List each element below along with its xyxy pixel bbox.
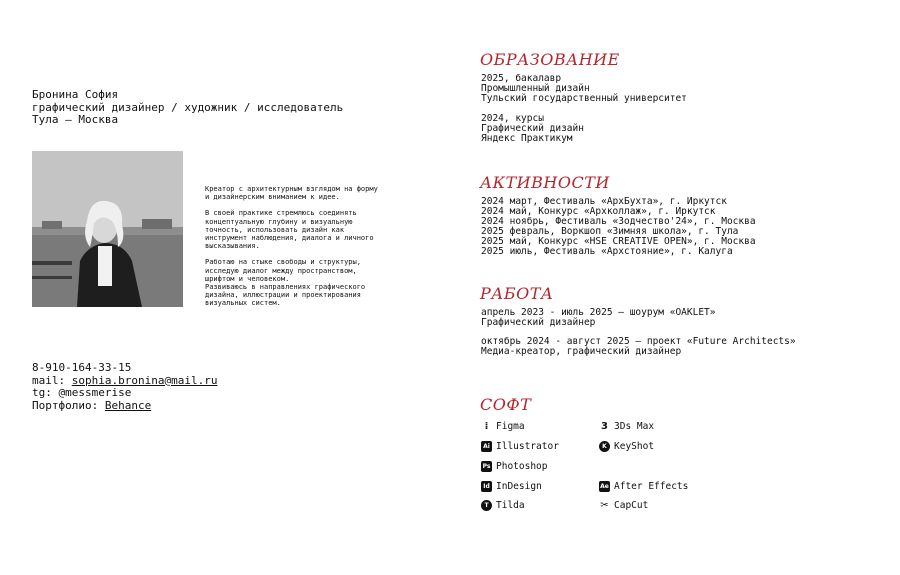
activity-item: 2024 май, Конкурс «Архколлаж», г. Иркутск bbox=[481, 206, 716, 217]
activity-item: 2025 июль, Фестиваль «Архстояние», г. Калуга bbox=[481, 246, 733, 257]
software-name: 3Ds Max bbox=[614, 421, 655, 432]
software-name: KeyShot bbox=[614, 441, 655, 452]
software-name: Photoshop bbox=[496, 461, 548, 472]
software-name: Figma bbox=[496, 421, 525, 432]
software-name: Tilda bbox=[496, 500, 525, 511]
software-item bbox=[481, 500, 525, 511]
education-item-line: Графический дизайн bbox=[481, 123, 584, 134]
portfolio-line bbox=[32, 400, 217, 413]
portfolio-label: Портфолио: bbox=[32, 398, 105, 412]
software-name: After Effects bbox=[614, 481, 689, 492]
about-line: концептуальную глубину и визуальную bbox=[205, 217, 353, 226]
software-item bbox=[481, 461, 547, 472]
software-item bbox=[481, 481, 542, 492]
work-list bbox=[481, 308, 796, 357]
about-line: визуальных систем. bbox=[205, 299, 281, 308]
work-item-line: Медиа-креатор, графический дизайнер bbox=[481, 346, 682, 357]
3dsmax-icon: 3 bbox=[601, 421, 608, 432]
figma-icon: ⁞ bbox=[484, 421, 489, 432]
activity-item: 2024 ноябрь, Фестиваль «Зодчество'24», г. Москва bbox=[481, 216, 756, 227]
about-line: В своей практике стремлюсь соединять bbox=[205, 209, 357, 218]
activities-heading: АКТИВНОСТИ bbox=[480, 173, 610, 192]
about-line: шрифтом и человеком. bbox=[205, 274, 290, 283]
about-line: высказывания. bbox=[205, 242, 260, 251]
person-name: Бронина София bbox=[32, 88, 119, 101]
education-item-line: Промышленный дизайн bbox=[481, 83, 590, 94]
email-link[interactable]: sophia.bronina@mail.ru bbox=[71, 373, 218, 387]
work-heading: РАБОТА bbox=[480, 284, 554, 303]
capcut-icon: ✂ bbox=[600, 500, 609, 511]
tilda-icon: T bbox=[481, 500, 492, 511]
software-item bbox=[599, 500, 648, 511]
about-line: исследую диалог между пространством, bbox=[205, 266, 357, 275]
work-item-line: Графический дизайнер bbox=[481, 317, 596, 328]
email-label: mail: bbox=[32, 373, 72, 387]
activities-list bbox=[481, 197, 756, 257]
software-item bbox=[599, 421, 654, 432]
software-item bbox=[599, 441, 654, 452]
person-cities: Тула — Москва bbox=[32, 113, 119, 126]
illustrator-icon: Ai bbox=[481, 441, 492, 452]
phone-number: 8-910-164-33-15 bbox=[32, 361, 132, 374]
about-line: Работаю на стыке свободы и структуры, bbox=[205, 258, 361, 267]
education-heading: ОБРАЗОВАНИЕ bbox=[480, 50, 620, 69]
education-item-line: 2025, бакалавр bbox=[481, 73, 562, 84]
about-text bbox=[205, 185, 378, 308]
telegram-handle: tg: @messmerise bbox=[32, 386, 132, 399]
software-name: Illustrator bbox=[496, 441, 559, 452]
keyshot-icon: K bbox=[599, 441, 610, 452]
portrait-illustration bbox=[32, 151, 183, 307]
contacts-block bbox=[32, 362, 217, 412]
education-item-line: Тульский государственный университет bbox=[481, 93, 687, 104]
about-line: и дизайнерским вниманием к идее. bbox=[205, 193, 340, 202]
activity-item: 2025 февраль, Воркшоп «Зимняя школа», г. Тула bbox=[481, 226, 739, 237]
software-name: CapCut bbox=[614, 500, 649, 511]
about-line: Развиваюсь в направлениях графического bbox=[205, 283, 366, 292]
about-line: дизайна, иллюстрации и проектирования bbox=[205, 291, 361, 300]
software-heading: СОФТ bbox=[480, 395, 532, 414]
aftereffects-icon: Ae bbox=[600, 483, 609, 490]
about-line: Креатор с архитектурным взглядом на форму bbox=[205, 185, 378, 193]
activity-item: 2024 март, Фестиваль «АрхБухта», г. Иркутск bbox=[481, 196, 727, 207]
education-list bbox=[481, 74, 687, 144]
work-item-line: апрель 2023 - июль 2025 — шоурум «OAKLET» bbox=[481, 307, 716, 318]
person-role: графический дизайнер / художник / исследователь bbox=[32, 100, 344, 114]
software-item bbox=[481, 421, 525, 432]
photoshop-icon: Ps bbox=[482, 463, 491, 470]
software-name: InDesign bbox=[496, 481, 542, 492]
about-line: точность, использовать дизайн как bbox=[205, 225, 345, 234]
indesign-icon: Id bbox=[481, 481, 492, 492]
software-item bbox=[599, 481, 688, 492]
identity-block bbox=[32, 89, 343, 127]
about-line: инструмент наблюдения, диалога и личного bbox=[205, 234, 374, 243]
work-item-line: октябрь 2024 - август 2025 — проект «Future Architects» bbox=[481, 336, 796, 347]
education-item-line: Яндекс Практикум bbox=[481, 133, 573, 144]
portrait-photo bbox=[32, 151, 183, 307]
education-item-line: 2024, курсы bbox=[481, 113, 544, 124]
portfolio-link[interactable]: Behance bbox=[104, 398, 152, 412]
activity-item: 2025 май, Конкурс «HSE CREATIVE OPEN», г. Москва bbox=[481, 236, 756, 247]
software-item bbox=[481, 441, 559, 452]
